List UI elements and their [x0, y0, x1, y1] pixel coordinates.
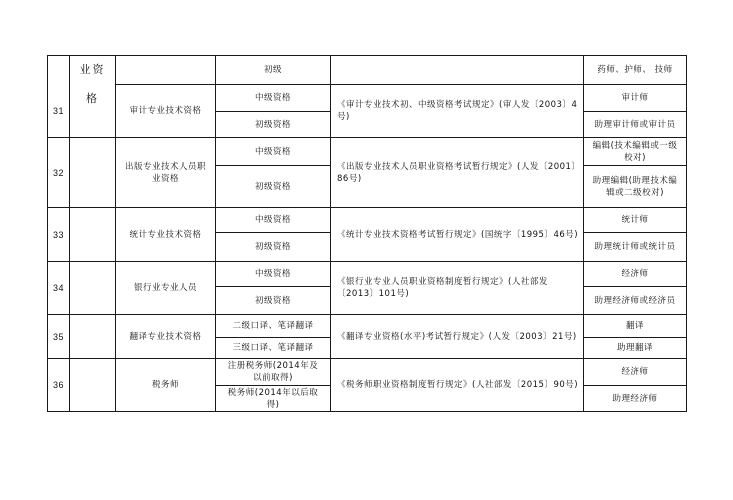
position-cell: 助理统计师或统计员 [594, 242, 676, 252]
position-cell: 统计师 [621, 215, 649, 225]
position-cell: 助理经济师 [612, 393, 658, 404]
position-cell: 经济师 [621, 367, 649, 377]
position-cell: 审计师 [621, 93, 649, 103]
level-cell: 税务师(2014年以后取得) [227, 387, 319, 410]
top-position-cell: 药师、护师、 技师 [597, 65, 673, 75]
row-number: 33 [52, 229, 64, 240]
qualification-cell: 统计专业技术资格 [129, 229, 202, 240]
qualification-cell: 税务师 [151, 380, 179, 390]
level-cell: 注册税务师(2014年及以前取得) [227, 361, 319, 383]
position-cell: 助理经济师或经济员 [594, 295, 676, 306]
regulation-cell: 《审计专业技术初、中级资格考试规定》(审人发〔2003〕4号) [337, 100, 578, 122]
regulation-cell: 《出版专业技术人员职业资格考试暂行规定》(人发〔2001〕86号) [337, 161, 577, 184]
regulation-cell: 《统计专业技术资格考试暂行规定》(国统字〔1995〕46号) [337, 229, 579, 240]
border-bottom [47, 411, 687, 412]
row-number: 35 [52, 331, 64, 342]
regulation-cell: 《税务师职业资格制度暂行规定》(人社部发〔2015〕90号) [337, 380, 579, 390]
level-cell: 二级口译、笔译翻译 [232, 321, 314, 331]
border-right [686, 55, 687, 412]
position-cell: 编辑(技术编辑或一级校对) [592, 140, 678, 163]
level-cell: 中级资格 [254, 146, 291, 157]
level-cell: 中级资格 [254, 215, 291, 225]
qualification-table [47, 55, 687, 412]
regulation-cell: 《银行业专业人员职业资格制度暂行规定》(人社部发〔2013〕101号) [337, 277, 548, 299]
level-cell: 中级资格 [254, 269, 291, 279]
row-number: 36 [52, 380, 64, 390]
level-cell: 初级资格 [254, 242, 291, 252]
level-cell: 初级资格 [254, 181, 291, 192]
category-label-part2: 格 [86, 92, 99, 105]
position-cell: 经济师 [621, 269, 649, 279]
qualification-cell: 审计专业技术资格 [129, 106, 202, 116]
qualification-cell: 出版专业技术人员职业资格 [124, 161, 206, 184]
category-label-part1: 业资 [79, 63, 106, 76]
qualification-cell: 翻译专业技术资格 [129, 331, 202, 342]
row-number: 32 [52, 167, 64, 178]
position-cell: 助理审计师或审计员 [594, 119, 676, 130]
position-cell: 助理编辑(助理技术编辑或二级校对) [592, 175, 678, 198]
row-number: 34 [52, 283, 64, 293]
level-cell: 初级资格 [254, 295, 291, 306]
level-cell: 初级资格 [254, 119, 291, 130]
row-number: 31 [52, 106, 64, 116]
regulation-cell: 《翻译专业资格(水平)考试暂行规定》(人发〔2003〕21号) [337, 331, 577, 342]
position-cell: 助理翻译 [616, 343, 653, 353]
level-cell: 三级口译、笔译翻译 [232, 343, 314, 353]
top-level-cell: 初级 [263, 65, 282, 75]
qualification-cell: 银行业专业人员 [133, 283, 197, 293]
position-cell: 翻译 [625, 321, 644, 331]
level-cell: 中级资格 [254, 93, 291, 103]
